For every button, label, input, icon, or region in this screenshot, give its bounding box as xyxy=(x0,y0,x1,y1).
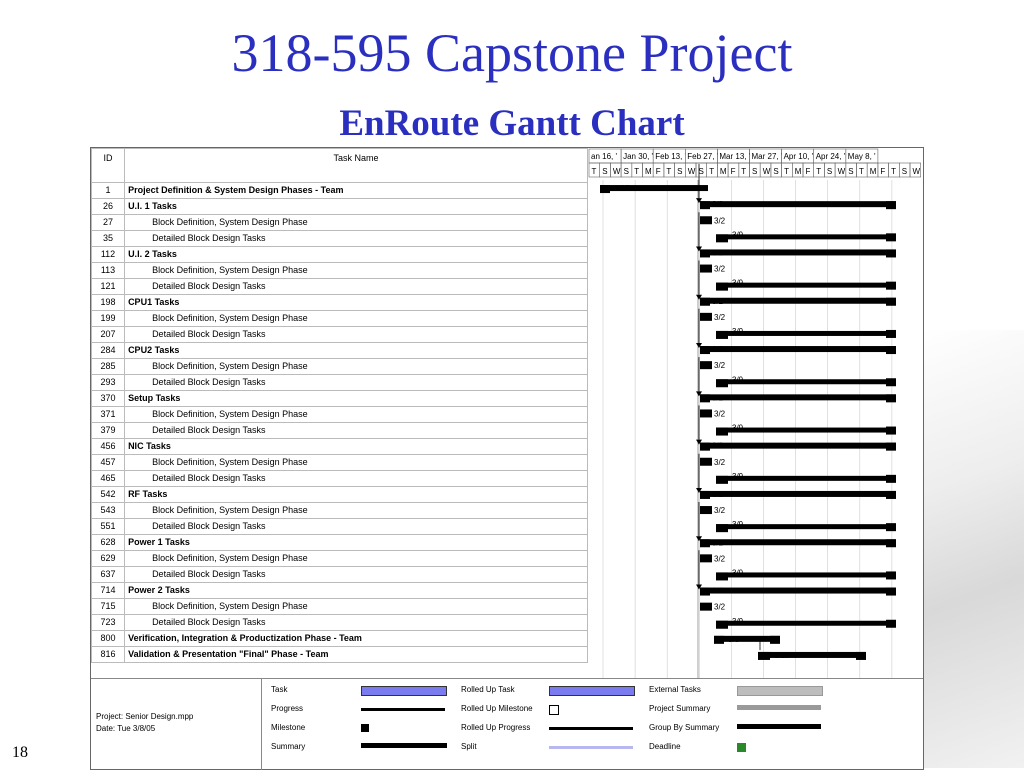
bar-date-label: 3/2 xyxy=(712,489,724,499)
task-id-cell: 198 xyxy=(92,295,125,311)
bar-date-label: 3/9 xyxy=(732,278,744,288)
task-name-text: Detailed Block Design Tasks xyxy=(152,377,266,387)
task-name-text: Block Definition, System Design Phase xyxy=(152,457,308,467)
task-name-cell xyxy=(125,391,588,407)
bar-date-label: 3/9 xyxy=(732,375,744,385)
task-bar-start xyxy=(716,572,728,580)
task-id-cell: 715 xyxy=(92,599,125,615)
task-id-cell: 457 xyxy=(92,455,125,471)
table-row[interactable] xyxy=(92,583,588,599)
task-bar xyxy=(700,361,712,369)
slide-subtitle: EnRoute Gantt Chart xyxy=(339,103,685,144)
background-decoration xyxy=(914,330,1024,768)
task-name-text: Block Definition, System Design Phase xyxy=(152,361,308,371)
task-name-cell xyxy=(125,311,588,327)
timeline-day-label: M xyxy=(869,167,877,176)
task-name-text: U.I. 2 Tasks xyxy=(128,249,177,259)
task-id-cell: 285 xyxy=(92,359,125,375)
task-name-text: Detailed Block Design Tasks xyxy=(152,521,266,531)
task-id-cell: 465 xyxy=(92,471,125,487)
task-id-cell: 800 xyxy=(92,631,125,647)
id-column-header[interactable]: ID xyxy=(92,149,125,183)
timeline-day-label: F xyxy=(880,167,886,176)
task-name-cell xyxy=(125,231,588,247)
task-name-cell xyxy=(125,247,588,263)
bar-date-label: 3/2 xyxy=(714,216,726,226)
task-name-text: Block Definition, System Design Phase xyxy=(152,601,308,611)
task-name-text: Block Definition, System Design Phase xyxy=(152,409,308,419)
timeline-day-label: M xyxy=(719,167,727,176)
legend-label: Split xyxy=(461,742,477,751)
table-row[interactable] xyxy=(92,439,588,455)
task-name-text: Project Definition & System Design Phases - Team xyxy=(128,185,344,195)
summary-bar xyxy=(700,443,896,449)
timeline-day-label: W xyxy=(687,167,696,176)
summary-bar-start xyxy=(758,652,770,660)
summary-bar-end xyxy=(886,443,896,451)
milestone-swatch xyxy=(361,724,369,732)
table-row[interactable] xyxy=(92,343,588,359)
timeline-day-label: T xyxy=(666,167,672,176)
task-name-cell xyxy=(125,183,588,199)
timeline-week-label: Feb 27, ' xyxy=(687,152,719,161)
task-name-cell xyxy=(125,327,588,343)
task-name-text: Setup Tasks xyxy=(128,393,181,403)
task-id-cell: 551 xyxy=(92,519,125,535)
task-name-text: Detailed Block Design Tasks xyxy=(152,425,266,435)
timeline-day-label: W xyxy=(912,167,921,176)
task-name-cell xyxy=(125,375,588,391)
task-id-cell: 629 xyxy=(92,551,125,567)
table-row[interactable] xyxy=(92,247,588,263)
task-name-cell xyxy=(125,407,588,423)
table-row[interactable] xyxy=(92,519,588,535)
task-bar xyxy=(700,506,712,514)
task-name-cell xyxy=(125,567,588,583)
table-row[interactable] xyxy=(92,471,588,487)
task-bar xyxy=(700,409,712,417)
summary-bar xyxy=(700,393,896,403)
bar-date-label: 3/2 xyxy=(714,409,726,419)
bar-date-label: 3/9 xyxy=(732,471,744,481)
summary-bar-start xyxy=(700,249,710,257)
task-bar-start xyxy=(716,621,728,629)
task-name-cell xyxy=(125,423,588,439)
task-bar-start xyxy=(716,476,728,484)
task-id-cell: 35 xyxy=(92,231,125,247)
task-name-cell xyxy=(125,199,588,215)
task-bar xyxy=(700,458,712,466)
table-row[interactable] xyxy=(92,199,588,215)
table-row[interactable] xyxy=(92,311,588,327)
legend-project-name: Project: Senior Design.mpp xyxy=(96,712,194,721)
task-name-text: Validation & Presentation "Final" Phase - Team xyxy=(128,649,329,659)
bar-date-label: 3/2 xyxy=(714,264,726,274)
table-row[interactable] xyxy=(92,567,588,583)
task-name-text: CPU2 Tasks xyxy=(128,345,180,355)
bar-date-label: 3/2 xyxy=(712,538,724,548)
task-name-text: NIC Tasks xyxy=(128,441,171,451)
timeline-day-label: F xyxy=(805,167,811,176)
task-name-text: Detailed Block Design Tasks xyxy=(152,617,266,627)
task-name-text: Power 1 Tasks xyxy=(128,537,190,547)
legend-label: Project Summary xyxy=(649,704,711,713)
task-name-cell xyxy=(125,535,588,551)
table-row[interactable] xyxy=(92,551,588,567)
task-name-cell xyxy=(125,295,588,311)
legend-label: Group By Summary xyxy=(649,723,720,732)
timeline-day-label: T xyxy=(741,167,747,176)
task-id-cell: 112 xyxy=(92,247,125,263)
task-name-cell xyxy=(125,455,588,471)
task-name-text: Detailed Block Design Tasks xyxy=(152,473,266,483)
task-bar xyxy=(700,265,712,273)
timeline-day-label: S xyxy=(677,167,683,176)
task-name-cell xyxy=(125,503,588,519)
timeline-day-label: T xyxy=(591,167,597,176)
task-bar-end xyxy=(886,233,896,241)
task-bar xyxy=(700,554,712,562)
task-name-text: Detailed Block Design Tasks xyxy=(152,233,266,243)
timeline-day-label: S xyxy=(826,167,833,176)
bar-date-label: 3/2 xyxy=(714,312,726,322)
task-id-cell: 370 xyxy=(92,391,125,407)
summary-bar-start xyxy=(700,394,710,402)
task-name-cell xyxy=(125,279,588,295)
group-by-summary-swatch xyxy=(737,724,821,729)
task-name-text: Detailed Block Design Tasks xyxy=(152,281,266,291)
task-bar-start xyxy=(716,234,728,242)
summary-bar xyxy=(700,588,896,594)
table-row[interactable] xyxy=(92,391,588,407)
summary-bar-end xyxy=(886,588,896,596)
summary-bar-start xyxy=(714,636,724,644)
bar-date-label: 3/2 xyxy=(712,248,724,258)
task-bar-start xyxy=(716,524,728,532)
bar-date-label: 3/9 xyxy=(732,230,744,240)
task-bar-start xyxy=(716,283,728,291)
timeline-week-label: Apr 10, ' xyxy=(783,152,814,161)
timeline-day-label: T xyxy=(634,167,640,176)
table-row[interactable] xyxy=(92,375,588,391)
page-number: 18 xyxy=(12,744,28,761)
task-name-cell xyxy=(125,263,588,279)
slide-title: 318-595 Capstone Project xyxy=(231,23,793,83)
summary-bar-end xyxy=(886,249,896,257)
task-id-cell: 542 xyxy=(92,487,125,503)
task-name-text: RF Tasks xyxy=(128,489,168,499)
split-swatch xyxy=(549,746,633,749)
summary-bar-start xyxy=(700,491,710,499)
legend-label: Milestone xyxy=(271,723,306,732)
summary-bar-end xyxy=(770,636,780,644)
bar-date-label: 1/25 xyxy=(614,184,630,194)
summary-bar-end xyxy=(886,298,896,306)
table-row[interactable] xyxy=(92,503,588,519)
task-name-cell xyxy=(125,519,588,535)
legend-label: Rolled Up Progress xyxy=(461,723,531,732)
rolled-up-milestone-swatch xyxy=(549,705,559,715)
summary-bar-start xyxy=(700,588,710,596)
summary-bar-start xyxy=(700,443,710,451)
task-name-text: Power 2 Tasks xyxy=(128,585,190,595)
summary-bar-end xyxy=(886,201,896,209)
summary-bar-end xyxy=(886,539,896,547)
bar-date-label: 3/2 xyxy=(712,586,724,596)
bar-date-label: 3/2 xyxy=(714,361,726,371)
task-name-text: CPU1 Tasks xyxy=(128,297,180,307)
summary-swatch xyxy=(361,743,447,748)
task-id-cell: 714 xyxy=(92,583,125,599)
external-tasks-swatch xyxy=(737,686,823,696)
timeline-week-label: an 16, ' xyxy=(591,152,617,161)
legend-label: Progress xyxy=(271,704,304,713)
task-name-cell xyxy=(125,631,588,647)
task-name-cell xyxy=(125,583,588,599)
table-row[interactable] xyxy=(92,215,588,231)
task-id-cell: 27 xyxy=(92,215,125,231)
table-row[interactable] xyxy=(92,263,588,279)
task-id-cell: 113 xyxy=(92,263,125,279)
summary-bar-end xyxy=(886,394,896,402)
legend-label: External Tasks xyxy=(649,685,701,694)
task-name-cell xyxy=(125,439,588,455)
summary-bar xyxy=(700,298,896,304)
timeline-day-label: T xyxy=(859,167,864,176)
progress-swatch xyxy=(361,708,445,711)
table-row[interactable] xyxy=(92,231,588,247)
bar-date-label: 3/2 xyxy=(714,602,726,612)
bar-date-label: 3/2 xyxy=(714,554,726,564)
timeline-day-label: S xyxy=(752,167,758,176)
summary-bar-start xyxy=(600,185,610,193)
task-id-cell: 379 xyxy=(92,423,125,439)
task-id-cell: 456 xyxy=(92,439,125,455)
table-row[interactable] xyxy=(92,295,588,311)
task-bar-end xyxy=(886,620,896,628)
task-id-cell: 199 xyxy=(92,311,125,327)
table-row[interactable] xyxy=(92,631,588,647)
timeline-day-label: S xyxy=(602,167,608,176)
task-name-cell xyxy=(125,615,588,631)
task-id-cell: 816 xyxy=(92,647,125,663)
legend-date: Date: Tue 3/8/05 xyxy=(96,724,156,733)
task-name-cell xyxy=(125,551,588,567)
task-name-cell xyxy=(125,343,588,359)
task-name-column-header[interactable]: Task Name xyxy=(125,149,588,183)
task-name-text: Detailed Block Design Tasks xyxy=(152,329,266,339)
task-id-cell: 1 xyxy=(92,183,125,199)
timeline-week-label: Apr 24, ' xyxy=(815,152,846,161)
bar-date-label: 3/29 xyxy=(774,650,790,660)
table-row[interactable] xyxy=(92,407,588,423)
summary-bar-start xyxy=(700,201,710,209)
task-name-text: Block Definition, System Design Phase xyxy=(152,505,308,515)
task-bar-start xyxy=(716,428,728,436)
legend-label: Summary xyxy=(271,742,306,751)
task-id-cell: 543 xyxy=(92,503,125,519)
legend-label: Rolled Up Task xyxy=(461,685,515,694)
task-name-text: Block Definition, System Design Phase xyxy=(152,553,308,563)
timeline-day-label: S xyxy=(848,167,854,176)
task-bar xyxy=(700,313,712,321)
task-bar-end xyxy=(886,282,896,290)
gantt-timeline xyxy=(588,148,922,678)
task-id-cell: 26 xyxy=(92,199,125,215)
task-id-cell: 207 xyxy=(92,327,125,343)
bar-date-label: 3/2 xyxy=(712,393,724,403)
bar-date-label: 3/2 xyxy=(712,345,724,355)
task-name-cell xyxy=(125,359,588,375)
table-row[interactable] xyxy=(92,183,588,199)
rolled-up-task-swatch xyxy=(549,686,635,696)
timeline-day-label: T xyxy=(816,167,822,176)
legend-label: Deadline xyxy=(649,742,681,751)
summary-bar-start xyxy=(700,298,710,306)
task-bar xyxy=(700,216,712,224)
bar-date-label: 3/9 xyxy=(732,423,744,433)
table-row[interactable] xyxy=(92,423,588,439)
task-name-cell xyxy=(125,599,588,615)
task-id-cell: 723 xyxy=(92,615,125,631)
task-bar-end xyxy=(886,378,896,386)
table-row[interactable] xyxy=(92,359,588,375)
table-row[interactable] xyxy=(92,279,588,295)
summary-bar-start xyxy=(700,346,710,354)
table-header-row xyxy=(92,149,588,183)
bar-date-label: 3/2 xyxy=(712,296,724,306)
task-name-text: U.I. 1 Tasks xyxy=(128,201,177,211)
timeline-day-label: W xyxy=(762,167,771,176)
bar-date-label: 3/2 xyxy=(714,506,726,516)
bar-date-label: 3/8 xyxy=(728,634,740,644)
timeline-day-label: T xyxy=(891,167,896,176)
bar-date-label: 3/9 xyxy=(732,326,744,336)
timeline-day-label: S xyxy=(901,167,908,176)
task-name-cell xyxy=(125,471,588,487)
task-swatch xyxy=(361,686,447,696)
legend xyxy=(91,678,923,770)
task-bar xyxy=(700,603,712,611)
task-bar-start xyxy=(716,331,728,339)
summary-bar-end xyxy=(886,346,896,354)
timeline-week-label: Mar 13, ' xyxy=(719,152,751,161)
gantt-chart-frame xyxy=(90,147,924,770)
legend-label: Rolled Up Milestone xyxy=(461,704,533,713)
task-name-text: Block Definition, System Design Phase xyxy=(152,265,308,275)
table-row[interactable] xyxy=(92,615,588,631)
task-name-cell xyxy=(125,215,588,231)
bar-date-label: 3/2 xyxy=(714,457,726,467)
bar-date-label: 3/2 xyxy=(712,441,724,451)
timeline-day-label: F xyxy=(655,167,661,176)
task-id-cell: 637 xyxy=(92,567,125,583)
summary-bar xyxy=(700,538,896,548)
table-row[interactable] xyxy=(92,487,588,503)
task-bar-start xyxy=(716,379,728,387)
summary-bar xyxy=(700,200,896,210)
task-table xyxy=(91,148,588,663)
legend-label: Task xyxy=(271,685,288,694)
timeline-week-label: Mar 27, ' xyxy=(751,152,783,161)
timeline-day-label: T xyxy=(784,167,789,176)
table-row[interactable] xyxy=(92,455,588,471)
bar-date-label: 3/9 xyxy=(732,520,744,530)
task-id-cell: 628 xyxy=(92,535,125,551)
project-summary-swatch xyxy=(737,705,821,710)
timeline-day-label: F xyxy=(730,167,736,176)
task-id-cell: 371 xyxy=(92,407,125,423)
table-row[interactable] xyxy=(92,327,588,343)
task-bar-end xyxy=(886,571,896,579)
table-row[interactable] xyxy=(92,535,588,551)
bar-date-label: 3/2 xyxy=(712,200,724,210)
task-bar-end xyxy=(886,475,896,483)
timeline-day-label: S xyxy=(698,167,704,176)
task-id-cell: 121 xyxy=(92,279,125,295)
task-bar-end xyxy=(886,523,896,531)
summary-bar xyxy=(700,248,896,258)
task-id-cell: 293 xyxy=(92,375,125,391)
summary-bar xyxy=(700,491,896,497)
timeline-day-label: S xyxy=(623,167,629,176)
summary-bar xyxy=(700,345,896,355)
task-bar-end xyxy=(886,330,896,338)
timeline-week-label: May 8, ' xyxy=(847,152,876,161)
legend-project-info xyxy=(91,679,262,770)
task-name-text: Block Definition, System Design Phase xyxy=(152,313,308,323)
timeline-day-label: M xyxy=(794,167,802,176)
task-name-text: Detailed Block Design Tasks xyxy=(152,569,266,579)
task-name-text: Block Definition, System Design Phase xyxy=(152,217,308,227)
task-name-cell xyxy=(125,647,588,663)
timeline-day-label: W xyxy=(612,167,621,176)
timeline-week-label: Jan 30, ' xyxy=(623,152,654,161)
timeline-day-label: M xyxy=(645,167,652,176)
bar-date-label: 3/9 xyxy=(732,616,744,626)
timeline-day-label: S xyxy=(773,167,779,176)
table-row[interactable] xyxy=(92,647,588,663)
timeline-day-label: W xyxy=(837,167,846,176)
summary-bar-start xyxy=(700,539,710,547)
timeline-day-label: T xyxy=(709,167,715,176)
summary-bar-end xyxy=(856,652,866,660)
task-name-cell xyxy=(125,487,588,503)
bar-date-label: 3/9 xyxy=(732,568,744,578)
task-id-cell: 284 xyxy=(92,343,125,359)
summary-bar-end xyxy=(886,491,896,499)
deadline-icon xyxy=(737,743,746,752)
rolled-up-progress-swatch xyxy=(549,727,633,730)
task-name-text: Verification, Integration & Productization Phase - Team xyxy=(128,633,362,643)
task-bar-end xyxy=(886,427,896,435)
table-row[interactable] xyxy=(92,599,588,615)
timeline-week-label: Feb 13, ' xyxy=(655,152,687,161)
